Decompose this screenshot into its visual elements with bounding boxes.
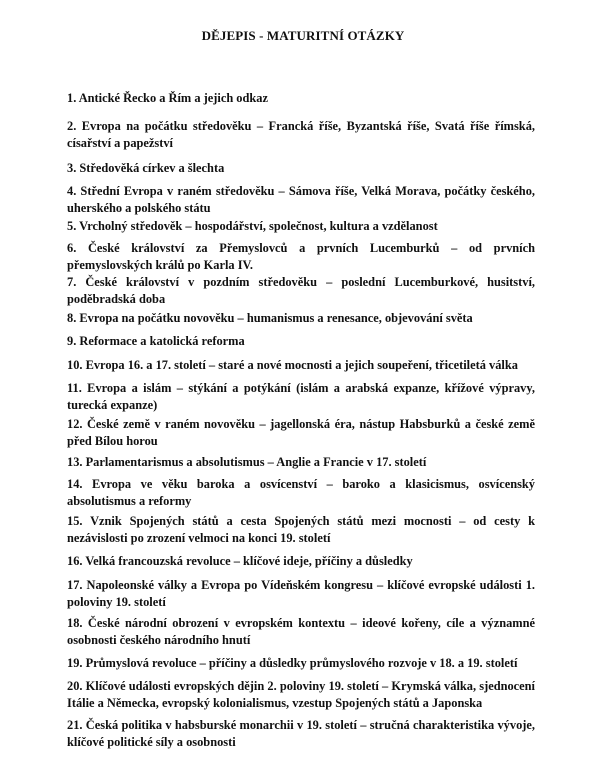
list-item: 8. Evropa na počátku novověku – humanismus a renesance, objevování světa	[67, 311, 473, 325]
list-item: 11. Evropa a islám – stýkání a potýkání (islám a arabská expanze, křížové výpravy, turecká expanze)	[67, 381, 535, 412]
list-item: 19. Průmyslová revoluce – příčiny a důsledky průmyslového rozvoje v 18. a 19. století	[67, 656, 518, 670]
list-item: 13. Parlamentarismus a absolutismus – Anglie a Francie v 17. století	[67, 455, 427, 469]
list-item: 17. Napoleonské války a Evropa po Vídeňském kongresu – klíčové evropské události 1. poloviny 19. století	[67, 578, 535, 609]
list-item: 14. Evropa ve věku baroka a osvícenství – baroko a klasicismus, osvícenský absolutismus a reformy	[67, 477, 535, 508]
list-item: 1. Antické Řecko a Řím a jejich odkaz	[67, 91, 268, 105]
list-item: 10. Evropa 16. a 17. století – staré a nové mocnosti a jejich soupeření, třicetiletá válka	[67, 358, 518, 372]
list-item: 12. České země v raném novověku – jagellonská éra, nástup Habsburků a české země před Bílou horou	[67, 417, 535, 448]
list-item: 5. Vrcholný středověk – hospodářství, společnost, kultura a vzdělanost	[67, 219, 438, 233]
list-item: 3. Středověká církev a šlechta	[67, 161, 225, 175]
list-item: 4. Střední Evropa v raném středověku – Sámova říše, Velká Morava, počátky českého, uherského a polského státu	[67, 184, 535, 215]
list-item: 18. České národní obrození v evropském kontextu – ideové kořeny, cíle a významné osobnosti českého národního hnutí	[67, 616, 535, 647]
page-title: DĚJEPIS - MATURITNÍ OTÁZKY	[201, 28, 405, 43]
list-item: 21. Česká politika v habsburské monarchii v 19. století – stručná charakteristika vývoje, klíčové politické síly a osobnosti	[67, 718, 535, 749]
list-item: 16. Velká francouzská revoluce – klíčové ideje, příčiny a důsledky	[67, 554, 413, 568]
list-item: 15. Vznik Spojených států a cesta Spojených států mezi mocnosti – od cesty k nezávislosti po zrození velmoci na konci 19. století	[67, 514, 535, 545]
list-item: 7. České království v pozdním středověku – poslední Lucemburkové, husitství, poděbradská doba	[67, 275, 535, 306]
list-item: 6. České království za Přemyslovců a prvních Lucemburků – od prvních přemyslovských králů po Karla IV.	[67, 241, 535, 272]
list-item: 9. Reformace a katolická reforma	[67, 334, 245, 348]
list-item: 20. Klíčové události evropských dějin 2. poloviny 19. století – Krymská válka, sjednocení Itálie a Německa, evropský kolonialismus, vzestup Spojených států a Japonska	[67, 679, 535, 710]
list-item: 2. Evropa na počátku středověku – Francká říše, Byzantská říše, Svatá říše římská, císařství a papežství	[67, 119, 535, 150]
